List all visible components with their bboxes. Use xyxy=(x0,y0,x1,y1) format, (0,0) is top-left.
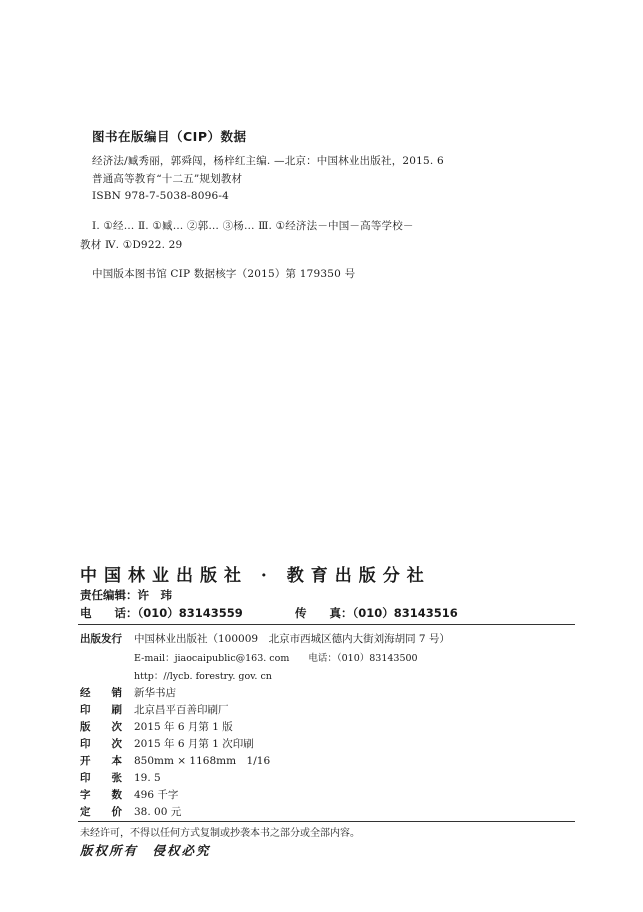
publisher-name: 中国林业出版社 · 教育出版分社 xyxy=(80,566,431,586)
seller-label: 经 销 xyxy=(80,687,122,699)
printing-label: 印 次 xyxy=(80,738,122,750)
sheets-row xyxy=(80,770,161,785)
seller-value: 新华书店 xyxy=(134,687,176,699)
words-row xyxy=(80,787,178,802)
words-value: 496 千字 xyxy=(134,789,179,801)
sheets-label: 印 张 xyxy=(80,772,122,784)
email-line: E-mail：jiaocaipublic@163. com 电话：（010）83143500 xyxy=(134,653,418,664)
website-line: http：//lycb. forestry. gov. cn xyxy=(134,671,272,682)
cip-isbn: ISBN 978-7-5038-8096-4 xyxy=(92,190,230,202)
copyright-notice: 未经许可，不得以任何方式复制或抄袭本书之部分或全部内容。 xyxy=(80,828,360,839)
distribution-row xyxy=(80,631,450,646)
divider-top xyxy=(78,624,575,625)
cip-record-number: 中国版本图书馆 CIP 数据核字（2015）第 179350 号 xyxy=(92,268,356,280)
edition-label: 版 次 xyxy=(80,721,122,733)
printing-value: 2015 年 6 月第 1 次印刷 xyxy=(134,738,254,750)
cip-subject-line: Ⅰ. ①经… Ⅱ. ①臧… ②郭… ③杨… Ⅲ. ①经济法－中国－高等学校－ xyxy=(92,220,414,232)
seller-row xyxy=(80,685,176,700)
all-rights-reserved: 版权所有 侵权必究 xyxy=(80,843,211,858)
words-label: 字 数 xyxy=(80,789,122,801)
cip-series-line: 普通高等教育“十二五”规划教材 xyxy=(92,173,243,185)
sheets-value: 19. 5 xyxy=(134,772,161,784)
printer-value: 北京昌平百善印刷厂 xyxy=(134,704,229,716)
price-label: 定 价 xyxy=(80,806,122,818)
price-row xyxy=(80,804,181,819)
distribution-label: 出版发行 xyxy=(80,633,122,645)
cip-classification-line: 教材 Ⅳ. ①D922. 29 xyxy=(80,239,183,251)
format-row xyxy=(80,753,270,768)
edition-value: 2015 年 6 月第 1 版 xyxy=(134,721,233,733)
format-label: 开 本 xyxy=(80,755,122,767)
distribution-value: 中国林业出版社（100009 北京市西城区德内大街刘海胡同 7 号） xyxy=(134,633,450,645)
phone-number: 电 话：（010）83143559 xyxy=(80,606,243,620)
fax-number: 传 真：（010）83143516 xyxy=(295,606,458,620)
price-value: 38. 00 元 xyxy=(134,806,182,818)
edition-row xyxy=(80,719,233,734)
printer-row xyxy=(80,702,229,717)
format-value: 850mm × 1168mm 1/16 xyxy=(134,755,271,767)
cip-bibliographic-line: 经济法/臧秀丽，郭舜闯，杨梓红主编. —北京：中国林业出版社，2015. 6 xyxy=(92,155,444,167)
printer-label: 印 刷 xyxy=(80,704,122,716)
responsible-editor: 责任编辑：许 玮 xyxy=(80,588,172,602)
cip-heading: 图书在版编目（CIP）数据 xyxy=(92,129,247,144)
printing-row xyxy=(80,736,254,751)
divider-bottom xyxy=(78,821,575,822)
